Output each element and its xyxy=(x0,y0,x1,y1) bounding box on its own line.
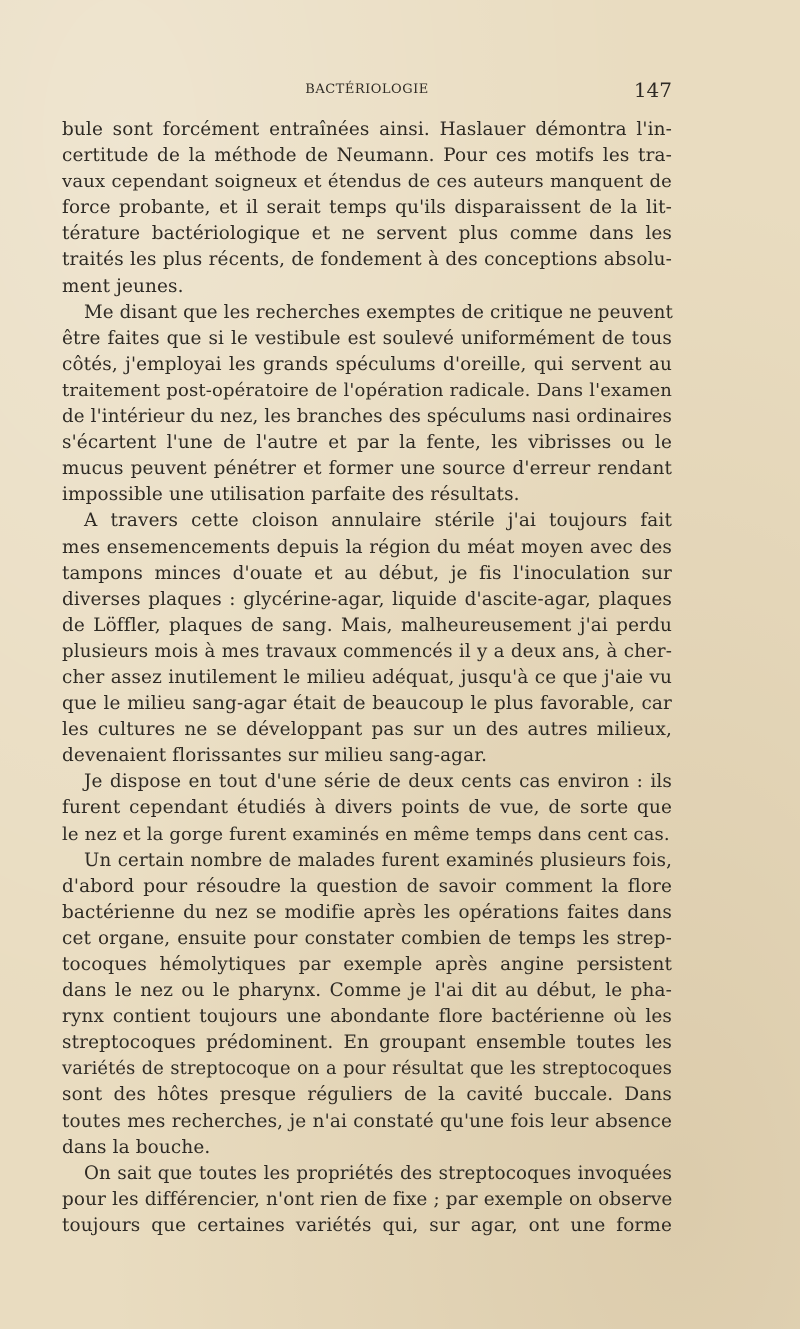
text-line: Un certain nombre de malades furent examinés plusieurs fois, xyxy=(84,849,672,871)
text-line: tocoques hémolytiques par exemple après angine persistent xyxy=(62,954,672,975)
text-line: mucus peuvent pénétrer et former une source d'erreur rendant xyxy=(62,458,672,480)
text-line: streptocoques prédominent. En groupant ensemble toutes les xyxy=(62,1032,672,1054)
text-line: tampons minces d'ouate et au début, je fis l'inoculation sur xyxy=(62,562,672,584)
text-line: Je dispose en tout d'une série de deux cents cas environ : ils xyxy=(84,771,672,793)
text-line: rynx contient toujours une abondante flore bactérienne où les xyxy=(62,1006,672,1028)
text-line: dans la bouche. xyxy=(62,1136,211,1158)
text-line: s'écartent l'une de l'autre et par la fente, les vibrisses ou le xyxy=(62,432,672,454)
running-title: BACTÉRIOLOGIE xyxy=(305,82,429,97)
text-line: sont des hôtes presque réguliers de la cavité buccale. Dans xyxy=(62,1084,672,1106)
text-line: de l'intérieur du nez, les branches des spéculums nasi ordinaires xyxy=(62,406,672,428)
text-line: traitement post-opératoire de l'opération radicale. Dans l'examen xyxy=(62,379,672,401)
text-line: Me disant que les recherches exemptes de critique ne peuvent xyxy=(84,301,674,323)
text-line: bule sont forcément entraînées ainsi. Haslauer démontra l'in- xyxy=(62,119,672,140)
text-line: A travers cette cloison annulaire stérile j'ai toujours fait xyxy=(84,510,672,532)
text-line: pour les différencier, n'ont rien de fixe ; par exemple on observe xyxy=(62,1188,673,1210)
text-line: côtés, j'employai les grands spéculums d'oreille, qui servent au xyxy=(62,353,672,375)
text-line: impossible une utilisation parfaite des résultats. xyxy=(62,484,520,506)
text-line: bactérienne du nez se modifie après les opérations faites dans xyxy=(62,901,672,923)
text-line: devenaient florissantes sur milieu sang-agar. xyxy=(62,745,488,767)
text-line: traités les plus récents, de fondement à des conceptions absolu- xyxy=(62,249,672,271)
text-line: dans le nez ou le pharynx. Comme je l'ai dit au début, le pha- xyxy=(62,980,672,1002)
text-line: certitude de la méthode de Neumann. Pour ces motifs les tra- xyxy=(62,145,672,167)
text-line: être faites que si le vestibule est soulevé uniformément de tous xyxy=(62,327,672,349)
text-line: de Löffler, plaques de sang. Mais, malheureusement j'ai perdu xyxy=(62,614,672,636)
text-line: cet organe, ensuite pour constater combien de temps les strep- xyxy=(62,927,672,949)
body-text xyxy=(62,117,672,1239)
text-line: ment jeunes. xyxy=(62,275,184,297)
text-line: diverses plaques : glycérine-agar, liquide d'ascite-agar, plaques xyxy=(62,588,672,610)
text-line: le nez et la gorge furent examinés en même temps dans cent cas. xyxy=(62,823,670,845)
text-line: variétés de streptocoque on a pour résultat que les streptocoques xyxy=(62,1058,672,1080)
text-line: que le milieu sang-agar était de beaucoup le plus favorable, car xyxy=(62,693,672,715)
text-line: On sait que toutes les propriétés des streptocoques invoquées xyxy=(84,1162,672,1184)
text-line: d'abord pour résoudre la question de savoir comment la flore xyxy=(62,875,672,897)
running-head xyxy=(62,78,672,102)
text-line: vaux cependant soigneux et étendus de ces auteurs manquent de xyxy=(62,171,672,193)
text-line: toujours que certaines variétés qui, sur agar, ont une forme xyxy=(62,1214,672,1236)
text-line: plusieurs mois à mes travaux commencés il y a deux ans, à cher- xyxy=(62,640,672,662)
text-line: les cultures ne se développant pas sur un des autres milieux, xyxy=(62,719,672,741)
text-line: force probante, et il serait temps qu'ils disparaissent de la lit- xyxy=(62,197,672,219)
page-number: 147 xyxy=(633,78,672,102)
text-line: toutes mes recherches, je n'ai constaté qu'une fois leur absence xyxy=(62,1110,672,1132)
text-line: mes ensemencements depuis la région du méat moyen avec des xyxy=(62,536,672,558)
text-line: térature bactériologique et ne servent plus comme dans les xyxy=(62,223,672,245)
text-line: furent cependant étudiés à divers points de vue, de sorte que xyxy=(62,797,672,819)
text-line: cher assez inutilement le milieu adéquat, jusqu'à ce que j'aie vu xyxy=(62,666,672,688)
